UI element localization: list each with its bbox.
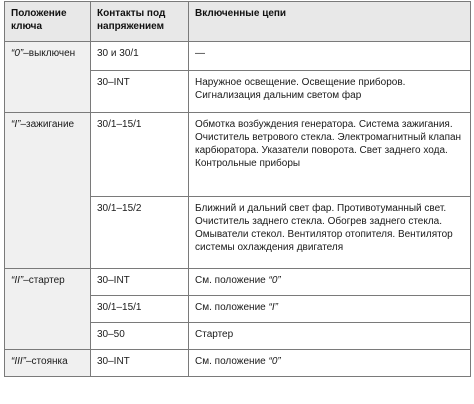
circuits-cell <box>189 269 471 296</box>
circuits-position-mark: “I” <box>268 302 278 313</box>
header-key-position: Положение ключа <box>5 2 91 42</box>
circuits-cell: Стартер <box>189 323 471 350</box>
circuits-cell: Ближний и дальний свет фар. Противотуманный свет. Очиститель заднего стекла. Обогрев заднего стекла. Омыватели стекол. Вентилятор отопителя. Вентилятор системы охлаждения двигателя <box>189 197 471 269</box>
key-position-cell <box>5 113 91 269</box>
contact-cell: 30–INT <box>91 71 189 113</box>
circuits-cell: — <box>189 42 471 71</box>
contact-cell: 30/1–15/1 <box>91 296 189 323</box>
contact-cell: 30/1–15/2 <box>91 197 189 269</box>
key-position-mark: “I” <box>11 119 21 130</box>
key-positions-table <box>4 1 471 377</box>
key-position-label: –стоянка <box>26 356 68 367</box>
contact-cell: 30 и 30/1 <box>91 42 189 71</box>
key-position-label: –зажигание <box>20 119 75 130</box>
key-position-mark: “III” <box>11 356 26 367</box>
key-position-label: –выключен <box>23 48 76 59</box>
circuits-cell <box>189 296 471 323</box>
key-position-cell <box>5 269 91 350</box>
circuits-position-mark: “0” <box>268 356 281 367</box>
circuits-position-mark: “0” <box>268 275 281 286</box>
key-position-cell <box>5 42 91 113</box>
key-position-label: –стартер <box>23 275 65 286</box>
table-row <box>5 42 471 71</box>
circuits-prefix: См. положение <box>195 302 269 313</box>
contact-cell: 30/1–15/1 <box>91 113 189 197</box>
header-enabled-circuits: Включенные цепи <box>189 2 471 42</box>
table-row <box>5 269 471 296</box>
key-position-cell <box>5 350 91 377</box>
circuits-prefix: См. положение <box>195 275 269 286</box>
circuits-cell: Наружное освещение. Освещение приборов. Сигнализация дальним светом фар <box>189 71 471 113</box>
circuits-cell: Обмотка возбуждения генератора. Система зажигания. Очиститель ветрового стекла. Электромагнитный клапан карбюратора. Указатели поворота. Свет заднего хода. Контрольные приборы <box>189 113 471 197</box>
key-position-mark: “II” <box>11 275 24 286</box>
contact-cell: 30–50 <box>91 323 189 350</box>
key-position-mark: “0” <box>11 48 24 59</box>
table-header-row <box>5 2 471 42</box>
contact-cell: 30–INT <box>91 269 189 296</box>
table-row <box>5 113 471 197</box>
contact-cell: 30–INT <box>91 350 189 377</box>
header-live-contacts: Контакты под напряжением <box>91 2 189 42</box>
circuits-cell <box>189 350 471 377</box>
circuits-prefix: См. положение <box>195 356 269 367</box>
table-row <box>5 350 471 377</box>
